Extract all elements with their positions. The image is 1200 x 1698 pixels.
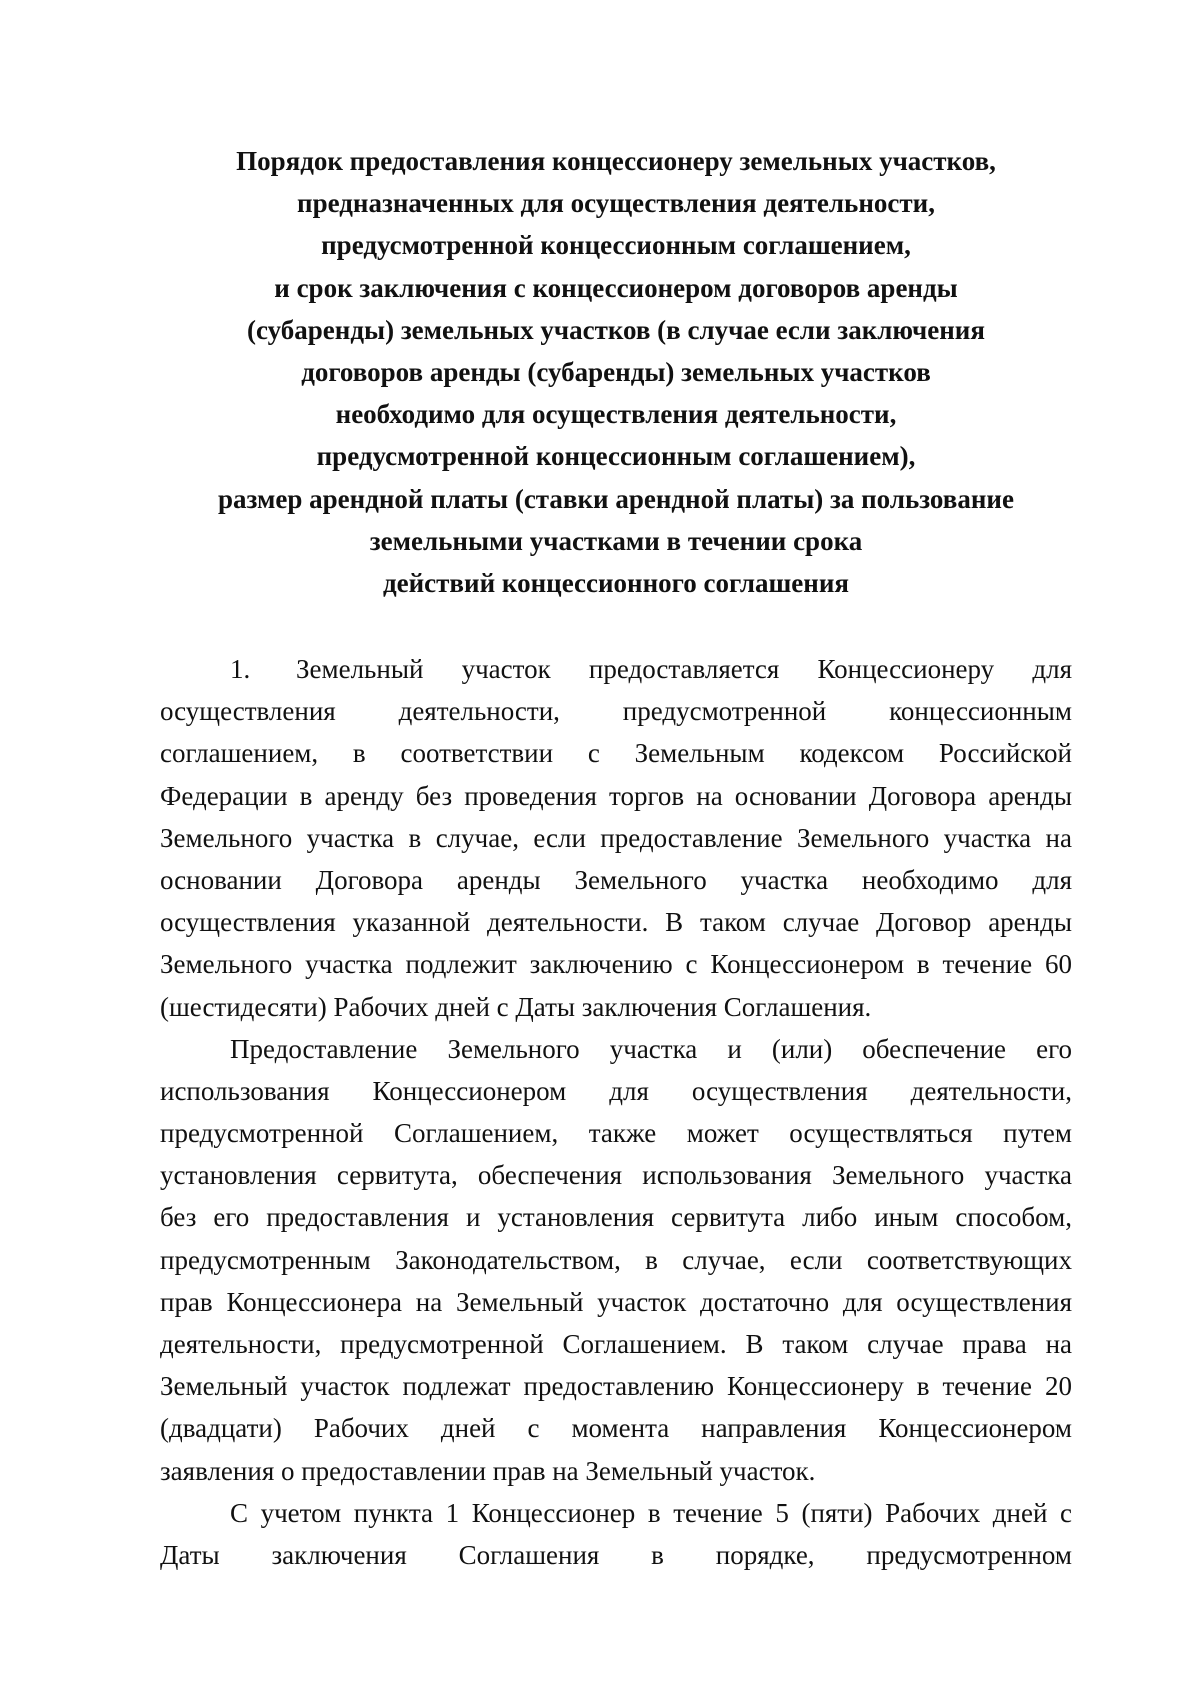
paragraph-2 [160, 1028, 1072, 1492]
title-line: предусмотренной концессионным соглашением), [316, 441, 916, 472]
paragraph-line: осуществления указанной деятельности. В таком случае Договор аренды [160, 907, 1072, 938]
title-line: предназначенных для осуществления деятельности, [297, 188, 935, 219]
paragraph-line: (шестидесяти) Рабочих дней с Даты заключения Соглашения. [160, 991, 872, 1022]
paragraph-line: без его предоставления и установления сервитута либо иным способом, [160, 1202, 1072, 1233]
paragraph-first-line [160, 648, 1072, 690]
title-line: договоров аренды (субаренды) земельных участков [301, 357, 931, 388]
paragraph-line: заявления о предоставлении прав на Земельный участок. [160, 1455, 816, 1486]
title-line: и срок заключения с концессионером договоров аренды [274, 272, 958, 303]
paragraph-line: Федерации в аренду без проведения торгов на основании Договора аренды [160, 780, 1072, 811]
paragraph-first-line: Предоставление Земельного участка и (или) обеспечение его [230, 1033, 1072, 1064]
paragraph-line: Земельного участка в случае, если предоставление Земельного участка на [160, 822, 1072, 853]
paragraph-number: 1. [230, 654, 251, 684]
title-line: Порядок предоставления концессионеру земельных участков, [236, 146, 996, 176]
title-line: (субаренды) земельных участков (в случае если заключения [247, 314, 985, 345]
paragraph-line: Земельного участка подлежит заключению с Концессионером в течение 60 [160, 949, 1072, 980]
paragraph-line: установления сервитута, обеспечения использования Земельного участка [160, 1160, 1072, 1191]
paragraph-3 [160, 1492, 1072, 1576]
title-line: необходимо для осуществления деятельности, [335, 399, 897, 430]
paragraph-line: соглашением, в соответствии с Земельным кодексом Российской [160, 738, 1072, 769]
title-line: предусмотренной концессионным соглашением, [321, 230, 911, 261]
title-line: размер арендной платы (ставки арендной платы) за пользование [218, 483, 1014, 514]
paragraph-line: деятельности, предусмотренной Соглашением. В таком случае права на [160, 1329, 1072, 1359]
paragraph-line: осуществления деятельности, предусмотренной концессионным [160, 696, 1072, 727]
paragraph-text: Земельный участок предоставляется Концессионеру для [296, 654, 1072, 684]
paragraph-line: предусмотренным Законодательством, в случае, если соответствующих [160, 1244, 1072, 1275]
document-title [160, 140, 1072, 604]
paragraph-line: Даты заключения Соглашения в порядке, предусмотренном [160, 1539, 1072, 1570]
paragraph-line: предусмотренной Соглашением, также может осуществляться путем [160, 1118, 1072, 1149]
title-line: действий концессионного соглашения [382, 568, 849, 599]
paragraph-first-line: С учетом пункта 1 Концессионер в течение 5 (пяти) Рабочих дней с [230, 1497, 1072, 1528]
document-body [160, 648, 1072, 1576]
paragraph-1 [160, 648, 1072, 1028]
paragraph-line: (двадцати) Рабочих дней с момента направления Концессионером [160, 1413, 1072, 1444]
paragraph-line: прав Концессионера на Земельный участок достаточно для осуществления [160, 1286, 1072, 1317]
title-line: земельными участками в течении срока [369, 525, 863, 556]
paragraph-line: Земельный участок подлежат предоставлению Концессионеру в течение 20 [160, 1371, 1072, 1402]
paragraph-line: основании Договора аренды Земельного участка необходимо для [160, 864, 1072, 895]
paragraph-line: использования Концессионером для осуществления деятельности, [160, 1075, 1072, 1106]
